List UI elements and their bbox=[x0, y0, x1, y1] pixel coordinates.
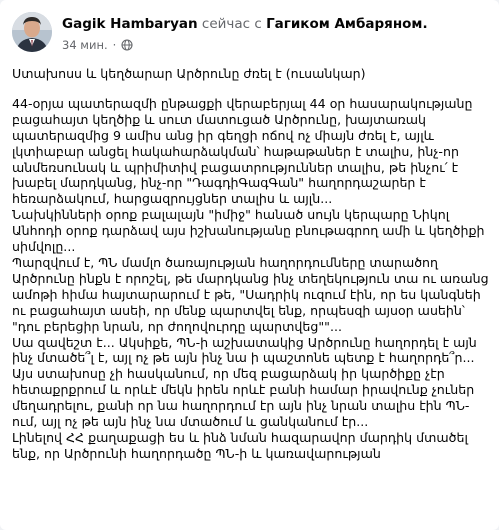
globe-icon[interactable] bbox=[121, 39, 133, 51]
post-content bbox=[12, 66, 490, 462]
author-line bbox=[62, 16, 428, 33]
author-name[interactable]: Gagik Hambaryan bbox=[62, 16, 198, 32]
avatar-photo bbox=[12, 12, 52, 52]
with-connector: сейчас с bbox=[201, 16, 262, 32]
post-paragraph: Նախկինների օրոք բալալայն "իմիջ" հանած սույն կերպարը Նիկոլ Անհոդի օրոք դարձավ այս իշխանությանը բնութագրող ամի և կեղծիքի սիմվոլը... bbox=[12, 207, 485, 255]
tagged-person[interactable]: Гагиком Амбаряном. bbox=[266, 16, 428, 32]
author-avatar[interactable] bbox=[12, 12, 52, 52]
post-time[interactable]: 34 мин. bbox=[62, 38, 108, 52]
post-paragraph: Լինելով ՀՀ քաղաքացի ես և ինձ նման հազարավոր մարդիկ մտածել ենք, որ Արծրունի հաղորդածը ՊՆ-ի և կառավարության bbox=[12, 429, 468, 461]
meta-separator: · bbox=[112, 38, 117, 52]
post-paragraph: Պարզվում է, ՊՆ մամլո ծառայության հաղորդումները տարածող Արծրունը ինքն է որոշել, թե մարդկանց ինչ տեղեկություն տա ու առանց ամոթի հիմա հայտարարում է թե, "Սադրիկ ուզում էին, որ ես կանգնեի ու բացահայտ ասեի, որ մենք պարտվել ենք, որպեսզի այսօր ասեին՝ "դու բերեցիր նրան, որ ժողովուրդը պարտվեց""... bbox=[12, 254, 489, 334]
post-paragraph: Այս ստախոսը չի հասկանում, որ մեզ բացարձակ իր կարծիքը չէր հետաքրքրում և որևէ մեկն իրեն որևէ բանի համար իրավունք չուներ մեղադրելու, քանի որ նա հաղորդում էր այն ինչ նրան տալիս էին ՊՆ-ում, այլ ոչ թե այն ինչ նա մտածում և ցանկանում էր... bbox=[12, 366, 475, 430]
post-meta bbox=[62, 38, 133, 52]
post-title: Ստախոսս և կեղծարար Արծրունը ժռել է (ուսանկար) bbox=[12, 66, 366, 81]
post-header bbox=[12, 10, 482, 58]
post-paragraph: Սա զավեշտ է... Ակսիքե, ՊՆ-ի աշխատակից Արծրունը հաղորդել է այն ինչ մտածե՞լ է, այլ ոչ թե այն ինչ նա ի պաշտոնե պետք է հաղորդե՞ր... bbox=[12, 334, 477, 366]
post-paragraph: 44-օրյա պատերազմի ընթացքի վերաբերյալ 44 օր հասարակությանը բացահայտ կեղծիք և սուտ մատուցած Արծրունը, խայտառակ պատերազմից 9 ամիս անց իր գեղցի ոճով ոչ միայն ժռել է, այլև լկտիաբար անցել հակահարձակման՝ հաթաթաներ է տալիս, ինչ-որ անմեռսունակ և պրիմիտիվ բացատրություններ տալիս, թե ինչու՛ է խաբել մարդկանց, ինչ-որ "ԴագդիԳագԳան" հաղորդաշարեր է հեռարձակում, հարցազրույցներ տալիս և այլն... bbox=[12, 95, 473, 207]
